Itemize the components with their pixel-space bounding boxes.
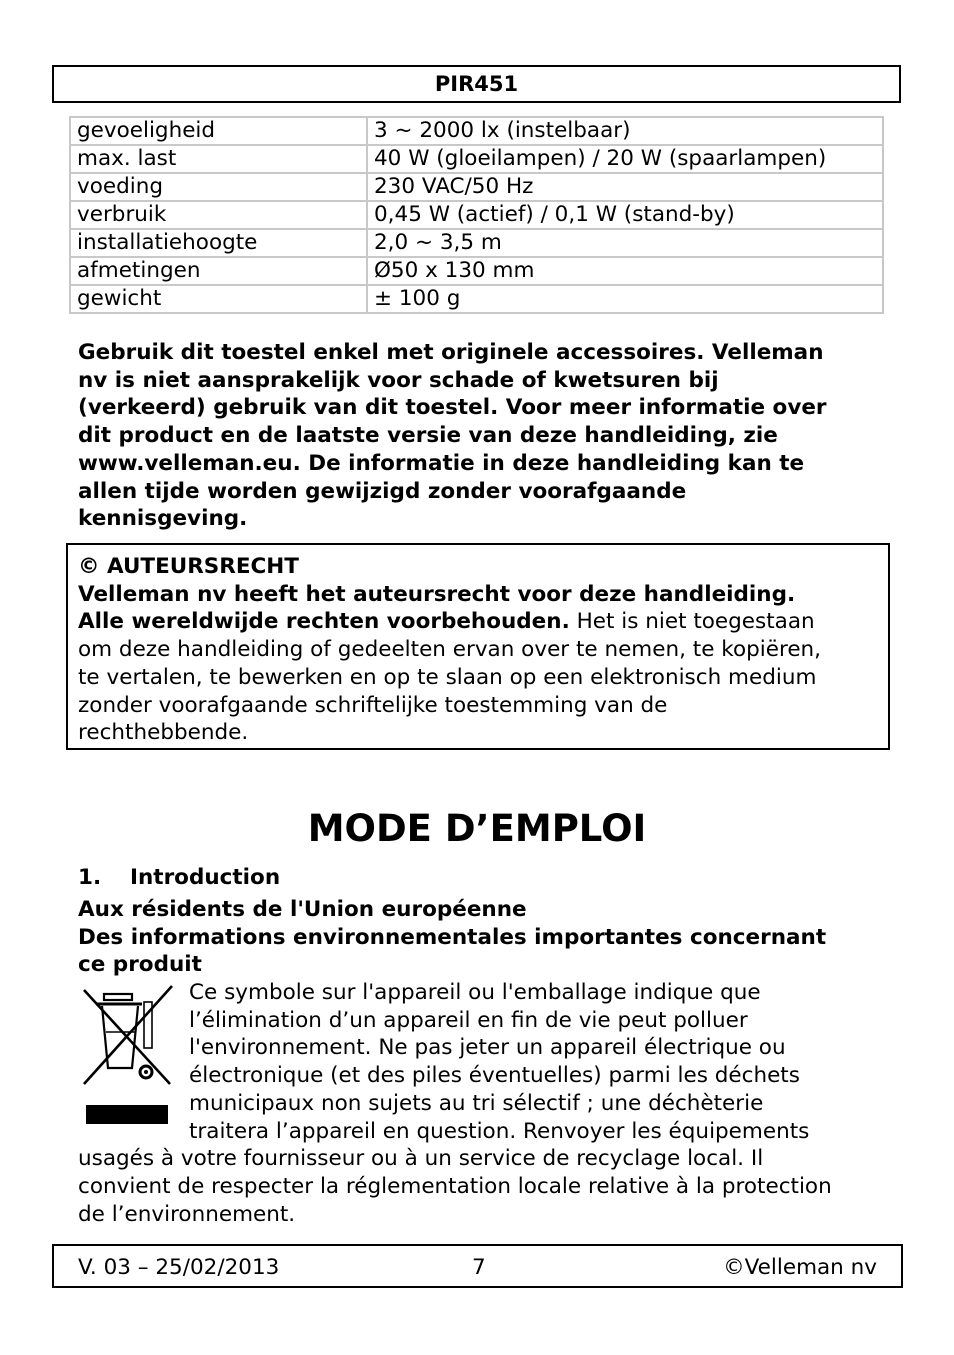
disclaimer-line: Gebruik dit toestel enkel met originele accessoires. Velleman: [78, 340, 824, 365]
environment-line: municipaux non sujets au tri sélectif ; une déchèterie: [189, 1090, 764, 1116]
copyright-heading: © AUTEURSRECHT: [78, 554, 299, 579]
table-row: [70, 229, 883, 257]
spec-value: 3 ~ 2000 lx (instelbaar): [367, 117, 883, 145]
disclaimer-line: (verkeerd) gebruik van dit toestel. Voor meer informatie over: [78, 395, 827, 421]
spec-label: verbruik: [70, 201, 367, 229]
spec-value: 230 VAC/50 Hz: [367, 173, 883, 201]
environment-line: convient de respecter la réglementation locale relative à la protection: [78, 1173, 832, 1199]
copyright-line: Velleman nv heeft het auteursrecht voor deze handleiding.: [78, 581, 796, 607]
environment-line: usagés à votre fournisseur ou à un service de recyclage local. Il: [78, 1146, 764, 1172]
copyright-rights: Alle wereldwijde rechten voorbehouden.: [78, 609, 570, 635]
subheading: Aux résidents de l'Union européenne: [78, 897, 527, 922]
section-number: 1.: [78, 865, 102, 890]
section-title: Introduction: [130, 865, 281, 890]
spec-value: ± 100 g: [367, 285, 883, 313]
spec-value: Ø50 x 130 mm: [367, 257, 883, 285]
table-row: [70, 257, 883, 285]
table-row: [70, 145, 883, 173]
spec-value: 40 W (gloeilampen) / 20 W (spaarlampen): [367, 145, 883, 173]
spec-label: max. last: [70, 145, 367, 173]
copyright-line: om deze handleiding of gedeelten ervan over te nemen, te kopiëren,: [78, 637, 822, 663]
copyright-line: zonder voorafgaande schriftelijke toestemming van de: [78, 692, 668, 718]
table-row: [70, 117, 883, 145]
subheading: Des informations environnementales importantes concernant: [78, 924, 827, 950]
disclaimer-paragraph: [78, 339, 878, 533]
table-row: [70, 173, 883, 201]
copyright-line: rechthebbende.: [78, 720, 249, 746]
environment-line: l’élimination d’un appareil en fin de vie peut polluer: [189, 1007, 748, 1033]
footer-copyright: ©Velleman nv: [723, 1255, 877, 1280]
environment-line: traitera l’appareil en question. Renvoyer les équipements: [189, 1118, 810, 1144]
subheading: ce produit: [78, 952, 202, 978]
subheadings: [78, 896, 878, 979]
spec-label: installatiehoogte: [70, 229, 367, 257]
model-name: PIR451: [434, 72, 519, 96]
section-heading: [78, 864, 280, 892]
spec-value: 2,0 ~ 3,5 m: [367, 229, 883, 257]
environment-line: de l’environnement.: [78, 1201, 296, 1227]
footer-bar: [52, 1244, 903, 1288]
page-title: MODE D’EMPLOI: [307, 807, 647, 850]
header-bar: [52, 65, 901, 103]
environment-line: Ce symbole sur l'appareil ou l'emballage indique que: [189, 980, 761, 1005]
copyright-line: [78, 608, 878, 636]
spec-label: voeding: [70, 173, 367, 201]
table-row: [70, 285, 883, 313]
disclaimer-line: kennisgeving.: [78, 506, 248, 532]
copyright-notice-box: [66, 543, 890, 750]
spec-label: afmetingen: [70, 257, 367, 285]
spec-label: gewicht: [70, 285, 367, 313]
copyright-tail: Het is niet toegestaan: [569, 609, 815, 635]
spec-label: gevoeligheid: [70, 117, 367, 145]
copyright-line: te vertalen, te bewerken en op te slaan op een elektronisch medium: [78, 664, 817, 690]
disclaimer-line: dit product en de laatste versie van deze handleiding, zie: [78, 423, 778, 449]
table-row: [70, 201, 883, 229]
disclaimer-line: nv is niet aansprakelijk voor schade of kwetsuren bij: [78, 367, 719, 393]
environment-line: électronique (et des piles éventuelles) parmi les déchets: [189, 1063, 800, 1089]
environment-paragraph: [78, 979, 878, 1228]
specifications-table: [69, 116, 884, 314]
disclaimer-line: allen tijde worden gewijzigd zonder voorafgaande: [78, 478, 687, 504]
disclaimer-line: www.velleman.eu. De informatie in deze handleiding kan te: [78, 450, 805, 476]
environment-line: l'environnement. Ne pas jeter un appareil électrique ou: [189, 1035, 786, 1061]
footer-version: V. 03 – 25/02/2013: [78, 1255, 280, 1280]
spec-value: 0,45 W (actief) / 0,1 W (stand-by): [367, 201, 883, 229]
footer-page-number: 7: [472, 1255, 486, 1280]
